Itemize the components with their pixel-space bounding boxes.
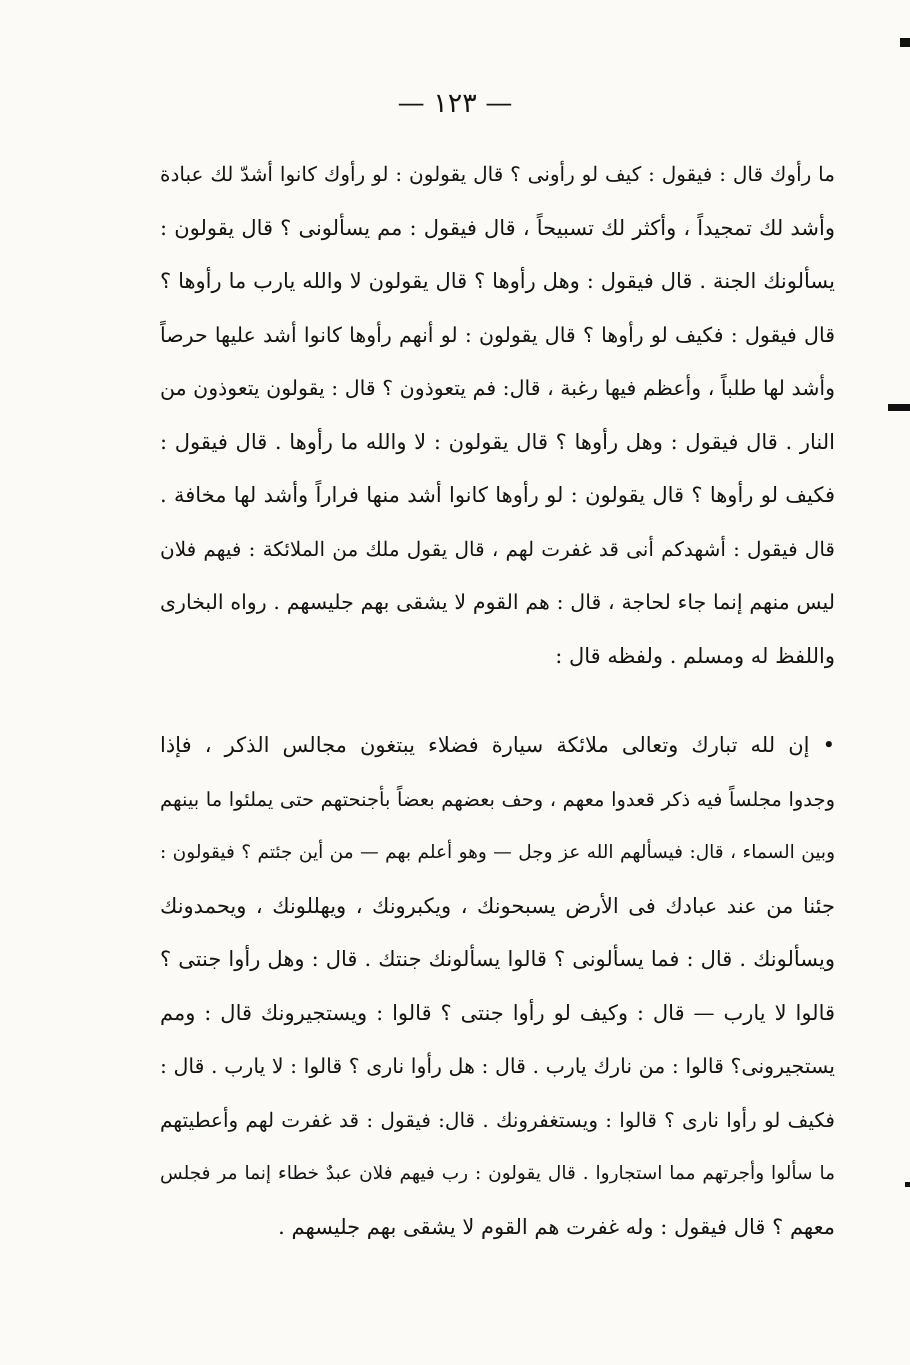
scan-edge-mark — [900, 38, 910, 47]
text-line: • إن لله تبارك وتعالى ملائكة سيارة فضلاء يبتغون مجالس الذكر ، فإذا — [160, 733, 835, 757]
text-line: معهم ؟ قال فيقول : وله غفرت هم القوم لا يشقى بهم جليسهم . — [278, 1214, 835, 1239]
text-line: النار . قال فيقول : وهل رأوها ؟ قال يقولون : لا والله ما رأوها . قال فيقول : — [160, 429, 835, 454]
text-line: فكيف لو رأوها ؟ قال يقولون : لو رأوها كانوا أشد منها فراراً وأشد لها مخافة . — [160, 483, 835, 507]
text-line: فكيف لو رأوا نارى ؟ قالوا : ويستغفرونك . قال: فيقول : قد غفرت لهم وأعطيتهم — [160, 1107, 835, 1132]
text-line: ما سألوا وأجرتهم مما استجاروا . قال يقولون : رب فيهم فلان عبدٌ خطاء إنما مر فجلس — [160, 1163, 835, 1184]
text-line: وبين السماء ، قال: فيسألهم الله عز وجل — وهو أعلم بهم — من أين جئتم ؟ فيقولون : — [160, 842, 835, 863]
scan-edge-mark — [888, 404, 910, 411]
text-line: وأشد لك تمجيداً ، وأكثر لك تسبيحاً ، قال فيقول : مم يسألونى ؟ قال يقولون : — [160, 215, 835, 240]
paragraph-1 — [160, 148, 835, 683]
scan-edge-mark — [905, 1182, 910, 1187]
text-line: وأشد لها طلباً ، وأعظم فيها رغبة ، قال: فم يتعوذون ؟ قال : يقولون يتعوذون من — [160, 376, 835, 400]
text-line: ليس منهم إنما جاء لحاجة ، قال : هم القوم لا يشقى بهم جليسهم . رواه البخارى — [160, 590, 835, 614]
text-line: يسألونك الجنة . قال فيقول : وهل رأوها ؟ قال يقولون لا والله يارب ما رأوها ؟ — [160, 269, 835, 293]
text-line: وجدوا مجلساً فيه ذكر قعدوا معهم ، وحف بعضهم بعضاً بأجنحتهم حتى يملئوا ما بينهم — [160, 787, 835, 811]
text-line: قالوا لا يارب — قال : وكيف لو رأوا جنتى ؟ قالوا : ويستجيرونك قال : ومم — [160, 1000, 835, 1025]
text-line: قال فيقول : فكيف لو رأوها ؟ قال يقولون : لو أنهم رأوها كانوا أشد عليها حرصاً — [160, 322, 835, 347]
page-number: — ١٢٣ — — [397, 88, 513, 119]
text-line: ويسألونك . قال : فما يسألونى ؟ قالوا يسألونك جنتك . قال : وهل رأوا جنتى ؟ — [160, 947, 835, 971]
text-line: ما رأوك قال : فيقول : كيف لو رأونى ؟ قال يقولون : لو رأوك كانوا أشدّ لك عبادة — [160, 162, 835, 186]
text-line: قال فيقول : أشهدكم أنى قد غفرت لهم ، قال يقول ملك من الملائكة : فيهم فلان — [160, 536, 835, 561]
text-line: جئنا من عند عبادك فى الأرض يسبحونك ، ويكبرونك ، ويهللونك ، ويحمدونك — [160, 893, 835, 918]
text-line: يستجيرونى؟ قالوا : من نارك يارب . قال : هل رأوا نارى ؟ قالوا : لا يارب . قال : — [160, 1054, 835, 1078]
paragraph-2 — [160, 719, 835, 1254]
text-line: واللفظ له ومسلم . ولفظه قال : — [555, 643, 835, 668]
